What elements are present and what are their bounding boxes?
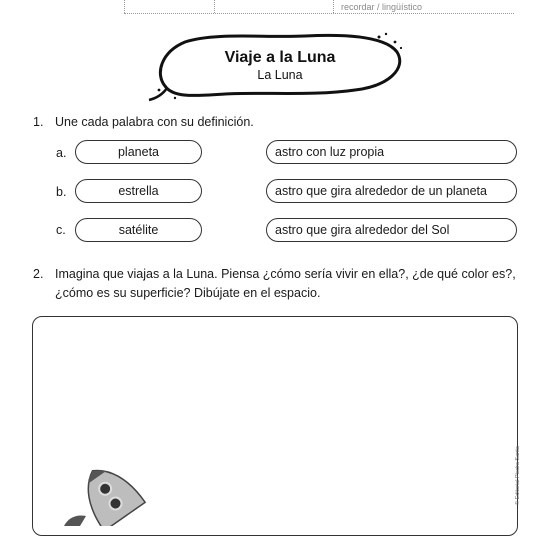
- word-satelite[interactable]: satélite: [75, 218, 202, 242]
- question-2-number: 2.: [33, 267, 44, 281]
- page-title: Viaje a la Luna: [224, 49, 336, 66]
- word-planeta[interactable]: planeta: [75, 140, 202, 164]
- publisher-credit: © Editorial Piedra Santa: [515, 446, 521, 505]
- header-tick: [124, 0, 125, 13]
- row-letter: b.: [56, 185, 67, 199]
- row-letter: c.: [56, 223, 66, 237]
- definition-1[interactable]: astro con luz propia: [266, 140, 517, 164]
- header-divider: [124, 13, 514, 14]
- question-1-number: 1.: [33, 115, 44, 129]
- question-1-prompt: Une cada palabra con su definición.: [55, 115, 254, 129]
- question-2-line-2: ¿cómo es su superficie? Dibújate en el espacio.: [55, 286, 321, 300]
- row-letter: a.: [56, 146, 67, 160]
- rocket-icon: [60, 466, 150, 526]
- definition-3[interactable]: astro que gira alrededor del Sol: [266, 218, 517, 242]
- page-subtitle: La Luna: [257, 68, 303, 82]
- header-strip-text: recordar / lingüístico: [341, 2, 423, 12]
- word-estrella[interactable]: estrella: [75, 179, 202, 203]
- definition-2[interactable]: astro que gira alrededor de un planeta: [266, 179, 517, 203]
- header-tick: [214, 0, 215, 13]
- header-tick: [333, 0, 334, 13]
- question-2-line-1: Imagina que viajas a la Luna. Piensa ¿cómo sería vivir en ella?, ¿de qué color es?,: [55, 267, 516, 281]
